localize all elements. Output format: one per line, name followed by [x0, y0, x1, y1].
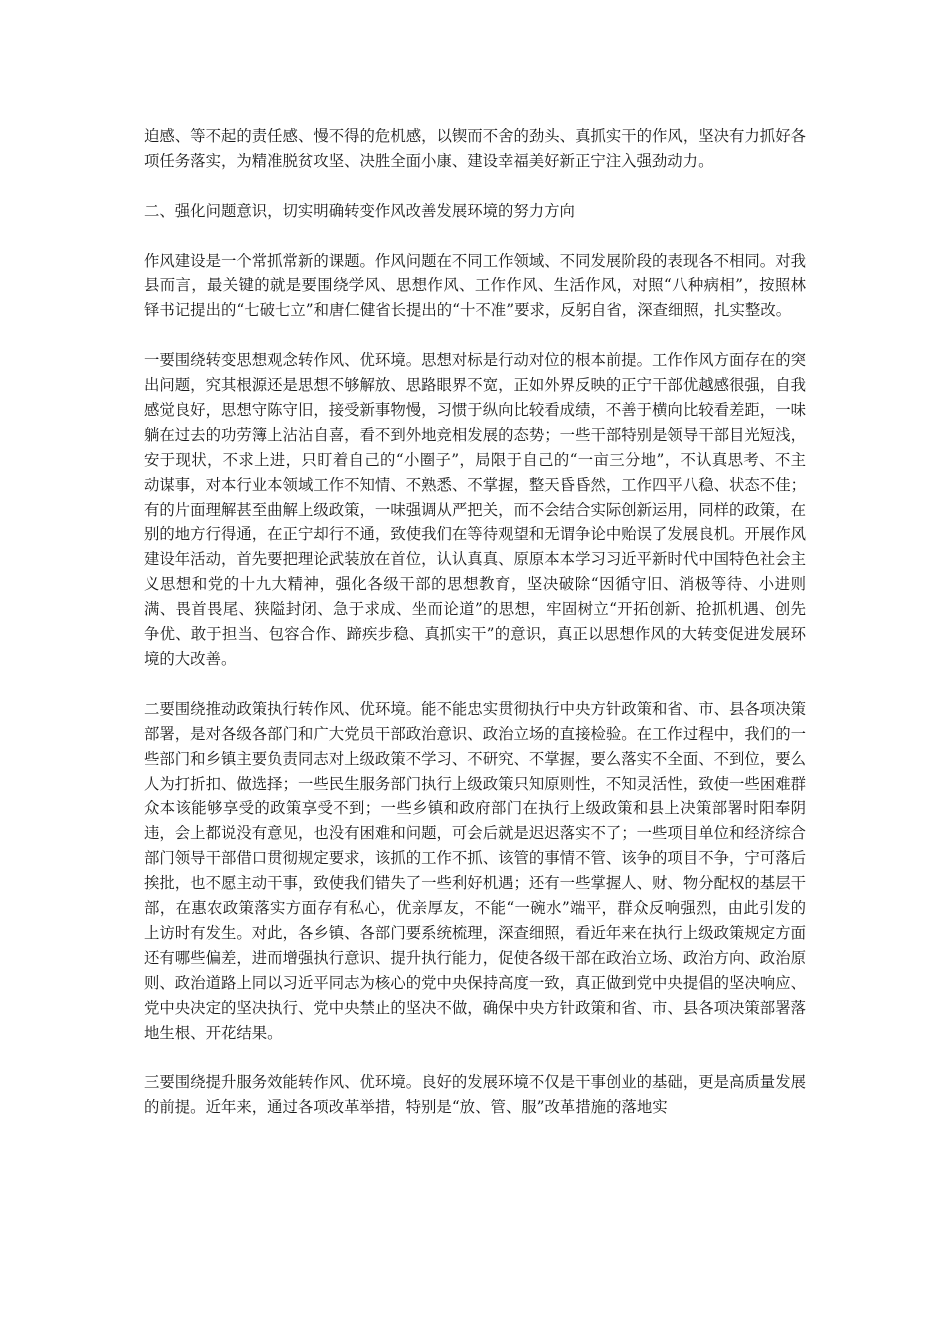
paragraph-continuation: 迫感、等不起的责任感、慢不得的危机感，以锲而不舍的劲头、真抓实干的作风，坚决有力抓好各项任务落实，为精准脱贫攻坚、决胜全面小康、建设幸福美好新正宁注入强劲动力。 [144, 127, 806, 170]
document-page [144, 124, 806, 1145]
paragraph-point-three: 三要围绕提升服务效能转作风、优环境。良好的发展环境不仅是干事创业的基础，更是高质量发展的前提。近年来，通过各项改革举措，特别是“放、管、服”改革措施的落地实 [144, 1073, 806, 1117]
paragraph-point-two: 二要围绕推动政策执行转作风、优环境。能不能忠实贯彻执行中央方针政策和省、市、县各项决策部署，是对各级各部门和广大党员干部政治意识、政治立场的直接检验。在工作过程中，我们的一些部门和乡镇主要负责同志对上级政策不学习、不研究、不掌握，要么落实不全面、不到位，要么人为打折扣、做选择；一些民生服务部门执行上级政策只知原则性，不知灵活性，致使一些困难群众本该能够享受的政策享受不到；一些乡镇和政府部门在执行上级政策和县上决策部署时阳奉阴违，会上都说没有意见，也没有困难和问题，可会后就是迟迟落实不了；一些项目单位和经济综合部门领导干部借口贯彻规定要求，该抓的工作不抓、该管的事情不管、该争的项目不争，宁可落后挨批，也不愿主动干事，致使我们错失了一些利好机遇；还有一些掌握人、财、物分配权的基层干部，在惠农政策落实方面存有私心，优亲厚友，不能“一碗水”端平，群众反响强烈，由此引发的上访时有发生。对此，各乡镇、各部门要系统梳理，深查细照，看近年来在执行上级政策规定方面还有哪些偏差，进而增强执行意识、提升执行能力，促使各级干部在政治立场、政治方向、政治原则、政治道路上同以习近平同志为核心的党中央保持高度一致，真正做到党中央提倡的坚决响应、党中央决定的坚决执行、党中央禁止的坚决不做，确保中央方针政策和省、市、县各项决策部署落地生根、开花结果。 [144, 699, 806, 1042]
paragraph-intro: 作风建设是一个常抓常新的课题。作风问题在不同工作领域、不同发展阶段的表现各不相同。对我县而言，最关键的就是要围绕学风、思想作风、工作作风、生活作风，对照“八种病相”，按照林铎书记提出的“七破七立”和唐仁健省长提出的“十不准”要求，反躬自省，深查细照，扎实整改。 [144, 251, 806, 320]
section-heading: 二、强化问题意识，切实明确转变作风改善发展环境的努力方向 [144, 201, 575, 220]
paragraph-point-one: 一要围绕转变思想观念转作风、优环境。思想对标是行动对位的根本前提。工作作风方面存在的突出问题，究其根源还是思想不够解放、思路眼界不宽，正如外界反映的正宁干部优越感很强，自我感觉良好，思想守陈守旧，接受新事物慢，习惯于纵向比较看成绩，不善于横向比较看差距，一味躺在过去的功劳簿上沾沾自喜，看不到外地竞相发展的态势；一些干部特别是领导干部目光短浅，安于现状，不求上进，只盯着自己的“小圈子”，局限于自己的“一亩三分地”，不认真思考、不主动谋事，对本行业本领域工作不知情、不熟悉、不掌握，整天昏昏然，工作四平八稳、状态不佳；有的片面理解甚至曲解上级政策，一味强调从严把关，而不会结合实际创新运用，同样的政策，在别的地方行得通，在正宁却行不通，致使我们在等待观望和无谓争论中贻误了发展良机。开展作风建设年活动，首先要把理论武装放在首位，认认真真、原原本本学习习近平新时代中国特色社会主义思想和党的十九大精神，强化各级干部的思想教育，坚决破除“因循守旧、消极等待、小进则满、畏首畏尾、狭隘封闭、急于求成、坐而论道”的思想，牢固树立“开拓创新、抢抓机遇、创先争优、敢于担当、包容合作、蹄疾步稳、真抓实干”的意识，真正以思想作风的大转变促进发展环境的大改善。 [144, 351, 806, 668]
